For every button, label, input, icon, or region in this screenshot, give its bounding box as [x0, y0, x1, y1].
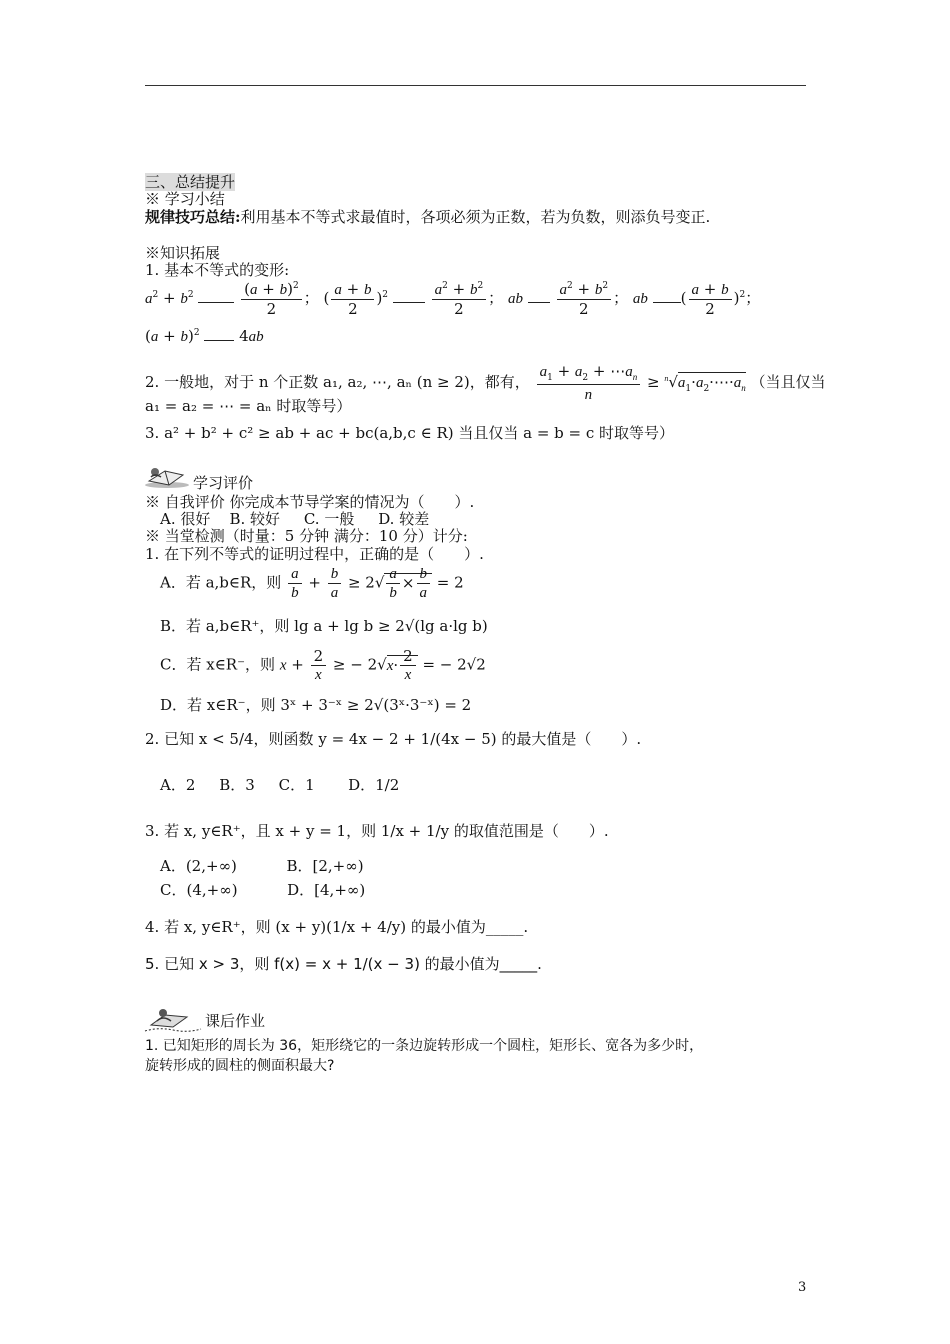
- q1-option-b: B．若 a,b∈R⁺，则 lg a + lg b ≥ 2√(lg a·lg b): [160, 617, 488, 635]
- question-1: 1. 在下列不等式的证明过程中，正确的是（ ）.: [145, 545, 484, 563]
- section-title: 三、总结提升: [145, 173, 236, 191]
- self-option-a: A. 很好: [160, 510, 211, 528]
- homework-title: 课后作业: [205, 1012, 266, 1030]
- variant-formulas-row2: $(a + b)^2$ 4ab: [145, 327, 264, 345]
- q3-option-a: A．(2,+∞): [160, 857, 237, 875]
- homework-q1-line2: 旋转形成的圆柱的侧面积最大?: [145, 1058, 335, 1074]
- item2-text: 2. 一般地，对于 n 个正数 a₁, a₂, ⋯, aₙ (n ≥ 2)，都有，: [145, 372, 530, 391]
- item2-tail: （当且仅当: [750, 372, 826, 391]
- question-2: 2. 已知 x < 5/4，则函数 y = 4x − 2 + 1/(4x − 5) 的最大值是（ ）.: [145, 730, 642, 748]
- page-number: 3: [798, 1280, 807, 1295]
- rule-text: 利用基本不等式求最值时，各项必须为正数，若为负数，则添负号变正.: [240, 208, 711, 226]
- q1-option-d: D．若 x∈R⁻，则 3ˣ + 3⁻ˣ ≥ 2√(3ˣ·3⁻ˣ) = 2: [160, 696, 472, 714]
- q3-options-row1: [160, 857, 364, 875]
- q1-option-c: C．若 x∈R⁻，则 x + $\frac{2}{x}$ ≥ − 2√x· $\frac{2}{x}$ = − 2√2: [160, 647, 486, 683]
- summary-heading: ※ 学习小结: [145, 190, 225, 208]
- item3-line: 3. a² + b² + c² ≥ ab + ac + bc(a,b,c ∈ R) 当且仅当 a = b = c 时取等号）: [145, 424, 675, 442]
- item2-line: 2. 一般地，对于 n 个正数 a₁, a₂, ⋯, aₙ (n ≥ 2)，都有， $\frac{a_1 + a_2 + \cdots a_n}{n}$ ≥ $^n√a_1\cdot a_2\cdot\cdots\cdot a_n$ （当且仅当: [145, 362, 826, 403]
- item2-condition: a₁ = a₂ = ⋯ = aₙ 时取等号）: [145, 397, 352, 415]
- q2-option-b: B．3: [219, 776, 255, 794]
- question-5: 5. 已知 x > 3，则 f(x) = x + 1/(x − 3) 的最小值为_____.: [145, 955, 542, 973]
- rule-summary: [145, 208, 710, 226]
- extension-heading: ※知识拓展: [145, 244, 221, 262]
- q2-option-d: D．1/2: [348, 776, 400, 794]
- question-3: 3. 若 x, y∈R⁺，且 x + y = 1，则 1/x + 1/y 的取值范围是（ ）.: [145, 822, 609, 840]
- book-reader-icon: [143, 463, 191, 489]
- self-eval-question: ※ 自我评价 你完成本节导学案的情况为（ ）.: [145, 493, 475, 511]
- question-4: 4. 若 x, y∈R⁺，则 (x + y)(1/x + 4/y) 的最小值为_____.: [145, 918, 529, 936]
- q3-options-row2: [160, 881, 365, 899]
- q2-option-c: C．1: [278, 776, 315, 794]
- q2-options: [160, 776, 399, 794]
- header-rule: [145, 85, 806, 86]
- self-eval-options: [160, 510, 429, 528]
- book-reader-icon: [143, 1005, 203, 1033]
- self-option-b: B. 较好: [229, 510, 281, 528]
- q1-option-a: A．若 a,b∈R，则 $\frac{a}{b}$ + $\frac{b}{a}$ ≥ 2√ $\frac{a}{b}$ × $\frac{b}{a}$ = 2: [160, 566, 464, 601]
- q3-option-c: C．(4,+∞): [160, 881, 238, 899]
- rule-label: 规律技巧总结:: [145, 208, 241, 226]
- evaluation-title: 学习评价: [193, 474, 254, 492]
- q3-option-b: B．[2,+∞): [286, 857, 364, 875]
- variant-formulas-row1: $a^2 + b^2$ $\frac{(a + b)^2}{2}$ ； ( $\frac{a + b}{2}$ )$^2$ $\frac{a^2 + b^2}{2}$ ； ab $\frac{a^2 + b^2}{2}$ ； ab ( $\frac{a + b}{2}$ )$^2$；: [145, 280, 761, 318]
- q2-option-a: A．2: [160, 776, 196, 794]
- item1-title: 1. 基本不等式的变形:: [145, 261, 290, 279]
- item2-fraction: $\frac{a_1 + a_2 + \cdots a_n}{n}$: [537, 362, 641, 404]
- q3-option-d: D．[4,+∞): [287, 881, 366, 899]
- test-heading: ※ 当堂检测（时量：5 分钟 满分：10 分）计分:: [145, 527, 468, 545]
- self-option-c: C. 一般: [303, 510, 355, 528]
- homework-q1-line1: 1. 已知矩形的周长为 36，矩形绕它的一条边旋转形成一个圆柱，矩形长、宽各为多少时，: [145, 1038, 704, 1054]
- self-option-d: D. 较差: [378, 510, 430, 528]
